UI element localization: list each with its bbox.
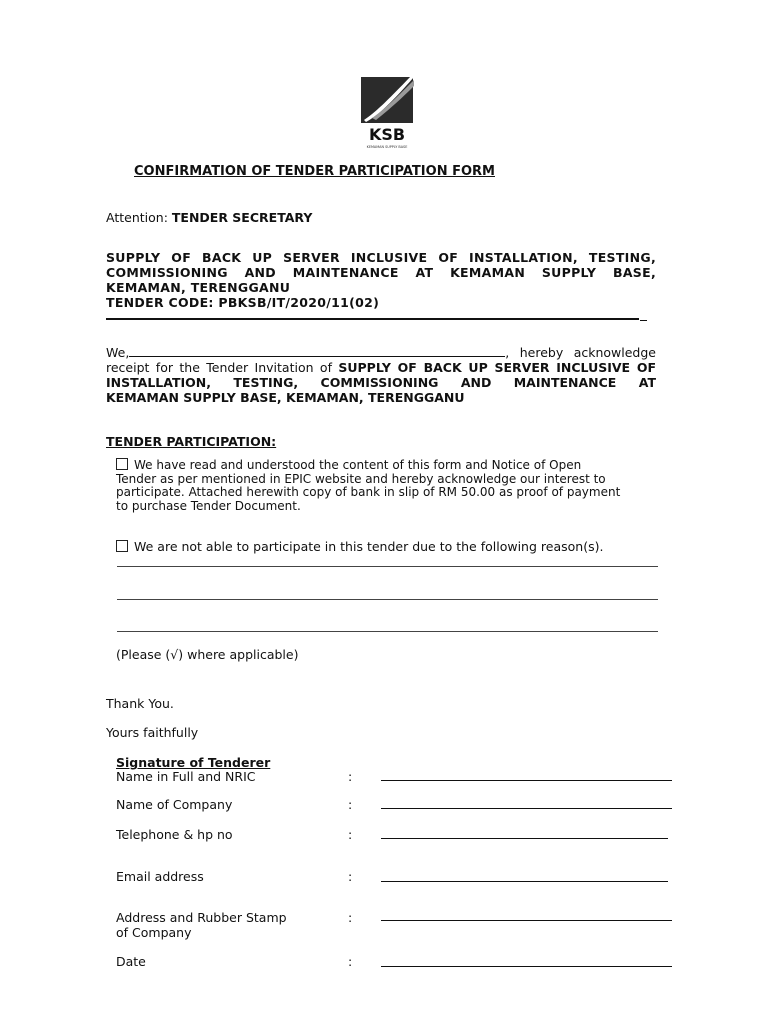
subject-line-2: COMMISSIONING AND MAINTENANCE AT KEMAMAN SUPPLY BASE, xyxy=(106,265,656,280)
option1-line-1 xyxy=(116,458,656,473)
company-name-colon: : xyxy=(348,797,353,812)
reason-line-3[interactable] xyxy=(117,630,658,632)
subject-divider xyxy=(106,318,639,320)
tender-subject xyxy=(106,250,656,310)
form-title: CONFIRMATION OF TENDER PARTICIPATION FORM xyxy=(134,164,495,179)
option1-text-1: We have read and understood the content of this form and Notice of Open xyxy=(134,458,582,472)
telephone-colon: : xyxy=(348,827,353,842)
thank-you: Thank You. xyxy=(106,696,174,711)
option1-line-3: participate. Attached herewith copy of bank in slip of RM 50.00 as proof of payment xyxy=(116,485,621,499)
reason-line-1[interactable] xyxy=(117,565,658,567)
attention-line xyxy=(106,210,312,225)
date-field[interactable] xyxy=(381,966,672,967)
svg-text:KEMAMAN SUPPLY BASE: KEMAMAN SUPPLY BASE xyxy=(366,145,408,149)
telephone-label: Telephone & hp no xyxy=(116,827,233,842)
decline-checkbox[interactable] xyxy=(116,540,128,552)
tenderer-name-blank[interactable] xyxy=(129,345,505,357)
option1-line-4: to purchase Tender Document. xyxy=(116,498,301,513)
ack-line-3 xyxy=(106,375,656,390)
ack-line-2-bold: SUPPLY OF BACK UP SERVER INCLUSIVE OF xyxy=(338,360,657,375)
subject-line-3: KEMAMAN, TERENGGANU xyxy=(106,280,291,295)
ack-line-2-plain: receipt for the Tender Invitation of xyxy=(106,360,339,375)
option-participate xyxy=(116,458,656,513)
yours-faithfully: Yours faithfully xyxy=(106,725,199,740)
subject-divider-tail xyxy=(640,320,647,321)
name-nric-label: Name in Full and NRIC xyxy=(116,769,256,784)
ack-line-2 xyxy=(106,360,656,375)
ack-line-4-text: KEMAMAN SUPPLY BASE, KEMAMAN, TERENGGANU xyxy=(106,390,465,405)
subject-line-1: SUPPLY OF BACK UP SERVER INCLUSIVE OF INSTALLATION, TESTING, xyxy=(106,250,656,265)
reason-line-2[interactable] xyxy=(117,598,658,600)
name-nric-field[interactable] xyxy=(381,780,672,781)
address-stamp-label xyxy=(116,910,287,940)
ack-hereby: , hereby acknowledge xyxy=(505,345,656,360)
ksb-logo xyxy=(358,72,416,150)
tender-code: TENDER CODE: PBKSB/IT/2020/11(02) xyxy=(106,295,380,310)
address-stamp-field[interactable] xyxy=(381,920,672,921)
address-stamp-label-line-1: Address and Rubber Stamp xyxy=(116,910,287,925)
tender-participation-heading: TENDER PARTICIPATION: xyxy=(106,434,277,449)
ack-line-1 xyxy=(106,345,656,360)
date-colon: : xyxy=(348,954,353,969)
email-label: Email address xyxy=(116,869,204,884)
name-nric-colon: : xyxy=(348,769,353,784)
telephone-field[interactable] xyxy=(381,838,668,839)
participate-checkbox[interactable] xyxy=(116,458,128,470)
address-stamp-label-line-2: of Company xyxy=(116,925,192,940)
option2-text: We are not able to participate in this tender due to the following reason(s). xyxy=(134,539,604,554)
email-colon: : xyxy=(348,869,353,884)
acknowledgement-paragraph xyxy=(106,345,656,405)
option1-line-2: Tender as per mentioned in EPIC website and hereby acknowledge our interest to xyxy=(116,471,606,486)
address-stamp-colon: : xyxy=(348,910,353,925)
email-field[interactable] xyxy=(381,881,668,882)
attention-label: Attention: xyxy=(106,210,168,225)
svg-text:KSB: KSB xyxy=(368,125,406,144)
date-label: Date xyxy=(116,954,146,969)
ack-line-3-text: INSTALLATION, TESTING, COMMISSIONING AND MAINTENANCE AT xyxy=(106,375,656,390)
attention-value: TENDER SECRETARY xyxy=(171,210,313,225)
ack-we: We, xyxy=(106,345,130,360)
signature-heading: Signature of Tenderer xyxy=(116,755,271,770)
ack-line-4 xyxy=(106,390,656,405)
company-name-field[interactable] xyxy=(381,808,672,809)
applicable-note: (Please (√) where applicable) xyxy=(116,647,299,662)
option-decline xyxy=(116,539,603,554)
company-name-label: Name of Company xyxy=(116,797,233,812)
